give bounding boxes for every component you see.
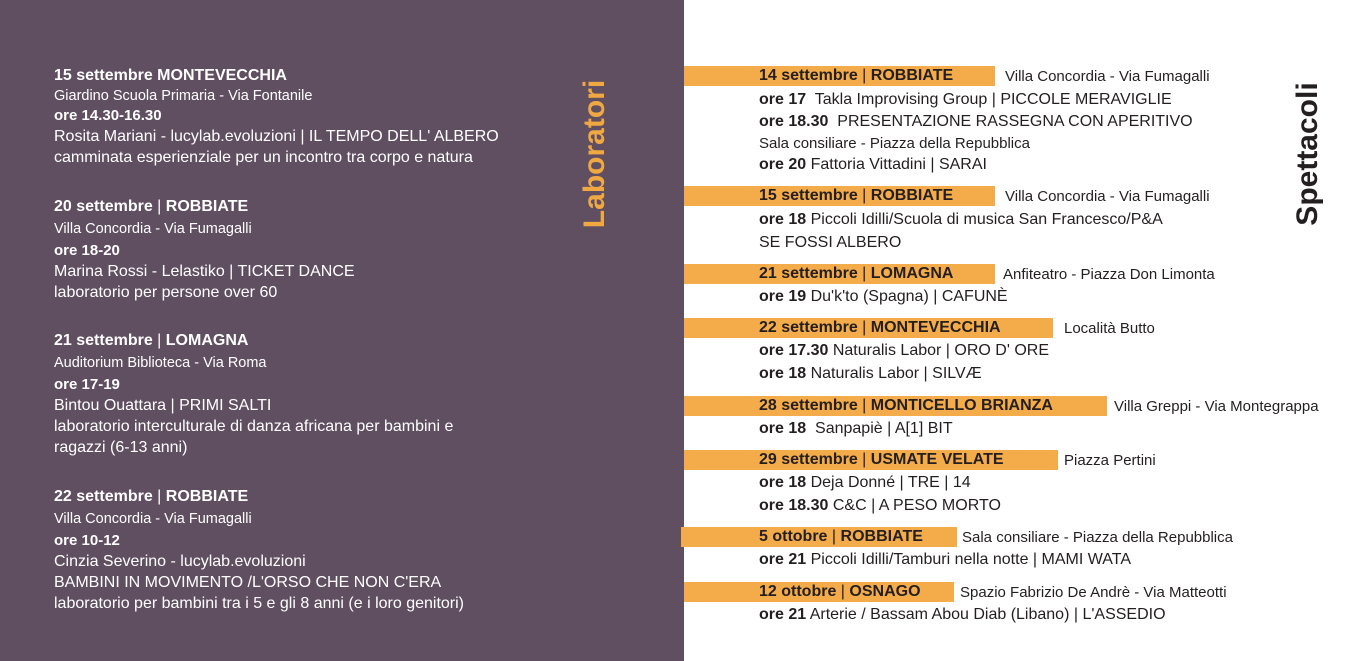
lab-event-time: ore 18-20 [54, 242, 120, 259]
show-venue: Villa Greppi - Via Montegrappa [1114, 398, 1319, 415]
show-venue: Anfiteatro - Piazza Don Limonta [1003, 266, 1215, 283]
lab-event-line: ragazzi (6-13 anni) [54, 439, 188, 456]
lab-event-line: Cinzia Severino - lucylab.evoluzioni [54, 553, 306, 570]
show-date: 22 settembre | MONTEVECCHIA [759, 319, 1001, 336]
lab-event [54, 486, 564, 614]
show-date: 12 ottobre | OSNAGO [759, 583, 921, 600]
show-line: ore 20 Fattoria Vittadini | SARAI [759, 156, 987, 173]
show-date: 15 settembre | ROBBIATE [759, 187, 954, 204]
show-venue: Piazza Pertini [1064, 452, 1156, 469]
lab-event-line: laboratorio per persone over 60 [54, 284, 278, 301]
lab-event-line: Bintou Ouattara | PRIMI SALTI [54, 397, 272, 414]
lab-event-date: 22 settembre | ROBBIATE [54, 488, 249, 505]
show-line: ore 21 Piccoli Idilli/Tamburi nella notte | MAMI WATA [759, 551, 1131, 568]
lab-event [54, 65, 564, 168]
show-line: ore 18 Sanpapiè | A[1] BIT [759, 420, 953, 437]
lab-event-date: 15 settembre MONTEVECCHIA [54, 67, 287, 84]
lab-event-line: camminata esperienziale per un incontro tra corpo e natura [54, 149, 473, 166]
show-venue: Villa Concordia - Via Fumagalli [1005, 68, 1210, 85]
lab-event-place: Villa Concordia - Via Fumagalli [54, 511, 252, 527]
show-line: ore 18 Deja Donné | TRE | 14 [759, 474, 971, 491]
show-line: ore 21 Arterie / Bassam Abou Diab (Libano) | L'ASSEDIO [759, 606, 1166, 623]
show-line: ore 18 Naturalis Labor | SILVÆ [759, 365, 982, 382]
lab-event-date: 21 settembre | LOMAGNA [54, 332, 249, 349]
lab-event [54, 330, 564, 458]
lab-event [54, 196, 564, 303]
spettacoli-title: Spettacoli [1291, 82, 1324, 226]
show-venue: Villa Concordia - Via Fumagalli [1005, 188, 1210, 205]
show-venue: Località Butto [1064, 320, 1155, 337]
lab-event-time: ore 10-12 [54, 532, 120, 549]
show-date: 28 settembre | MONTICELLO BRIANZA [759, 397, 1053, 414]
lab-event-line: Marina Rossi - Lelastiko | TICKET DANCE [54, 263, 355, 280]
lab-event-date: 20 settembre | ROBBIATE [54, 198, 249, 215]
show-venue: Sala consiliare - Piazza della Repubblica [759, 135, 1030, 152]
show-line: ore 17 Takla Improvising Group | PICCOLE MERAVIGLIE [759, 91, 1172, 108]
lab-event-place: Villa Concordia - Via Fumagalli [54, 221, 252, 237]
show-date: 29 settembre | USMATE VELATE [759, 451, 1004, 468]
lab-event-line: Rosita Mariani - lucylab.evoluzioni | IL TEMPO DELL' ALBERO [54, 128, 499, 145]
lab-event-line: laboratorio per bambini tra i 5 e gli 8 anni (e i loro genitori) [54, 595, 464, 612]
show-venue: Spazio Fabrizio De Andrè - Via Matteotti [960, 584, 1227, 601]
show-line: ore 18 Piccoli Idilli/Scuola di musica San Francesco/P&A [759, 211, 1163, 228]
show-line: ore 18.30 C&C | A PESO MORTO [759, 497, 1001, 514]
show-date: 5 ottobre | ROBBIATE [759, 528, 923, 545]
show-date: 14 settembre | ROBBIATE [759, 67, 954, 84]
lab-event-place: Giardino Scuola Primaria - Via Fontanile [54, 88, 313, 104]
show-line: ore 17.30 Naturalis Labor | ORO D' ORE [759, 342, 1050, 359]
lab-event-time: ore 14.30-16.30 [54, 107, 162, 124]
show-line: ore 18.30 PRESENTAZIONE RASSEGNA CON APERITIVO [759, 113, 1193, 130]
lab-event-line: laboratorio interculturale di danza africana per bambini e [54, 418, 454, 435]
show-line: ore 19 Du'k'to (Spagna) | CAFUNÈ [759, 288, 1008, 305]
laboratori-title: Laboratori [578, 79, 611, 229]
lab-event-line: BAMBINI IN MOVIMENTO /L'ORSO CHE NON C'ERA [54, 574, 442, 591]
lab-event-place: Auditorium Biblioteca - Via Roma [54, 355, 267, 371]
show-date: 21 settembre | LOMAGNA [759, 265, 954, 282]
show-venue: Sala consiliare - Piazza della Repubblica [962, 529, 1233, 546]
show-line: SE FOSSI ALBERO [759, 234, 902, 251]
lab-event-time: ore 17-19 [54, 376, 120, 393]
